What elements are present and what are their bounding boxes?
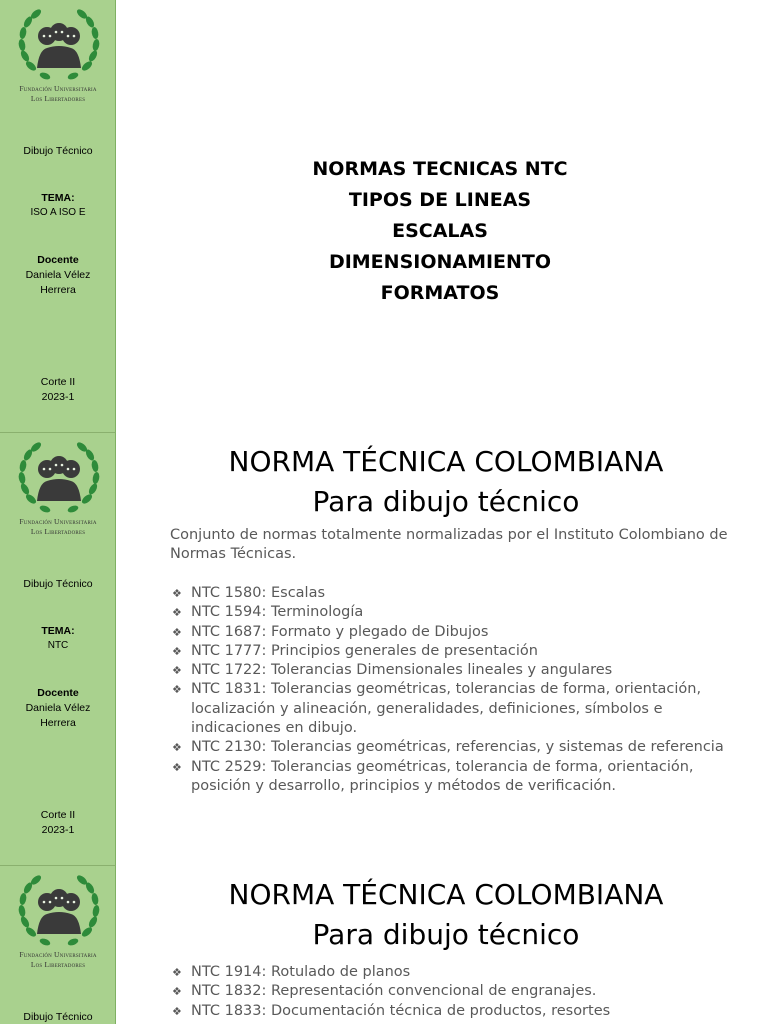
slide-title — [180, 154, 700, 309]
university-logo-icon — [17, 872, 101, 950]
list-item: ❖ NTC 1722: Tolerancias Dimensionales lineales y angulares — [170, 661, 740, 680]
slide-subheading: Para dibujo técnico — [312, 918, 580, 951]
sidebar — [0, 0, 116, 433]
slide-subheading: Para dibujo técnico — [312, 485, 580, 518]
institution-name: Fundación Universitaria Los Libertadores — [19, 950, 97, 969]
list-item: ❖ NTC 1580: Escalas — [170, 584, 740, 603]
list-item: ❖ NTC 1832: Representación convencional de engranajes. — [170, 982, 740, 1001]
list-item: ❖ NTC 1831: Tolerancias geométricas, tolerancias de forma, orientación, localización y alineación, generalidades, definiciones, símbolos e indicaciones en dibujo. — [170, 680, 740, 738]
list-item: ❖ NTC 1687: Formato y plegado de Dibujos — [170, 623, 740, 642]
tema-value: ISO A ISO E — [30, 207, 86, 218]
tema-label: TEMA: — [41, 192, 75, 204]
institution-name: Fundación Universitaria Los Libertadores — [19, 517, 97, 536]
title-line: FORMATOS — [380, 282, 500, 304]
sidebar — [0, 433, 116, 866]
intro-text: Conjunto de normas totalmente normalizadas por el Instituto Colombiano de Normas Técnicas. — [170, 527, 728, 563]
tema-label: TEMA: — [41, 625, 75, 637]
list-item: ❖ NTC 1594: Terminología — [170, 603, 740, 622]
list-item: ❖ NTC 1833: Documentación técnica de productos, resortes — [170, 1002, 740, 1021]
title-line: NORMAS TECNICAS NTC — [312, 158, 568, 180]
slide-3 — [0, 866, 768, 1024]
list-item: ❖ NTC 1777: Principios generales de presentación — [170, 642, 740, 661]
norms-list — [170, 584, 740, 796]
corte-label: Corte II — [40, 809, 76, 821]
institution-name: Fundación Universitaria Los Libertadores — [19, 84, 97, 103]
slide-2 — [0, 433, 768, 866]
title-line: TIPOS DE LINEAS — [348, 189, 532, 211]
university-logo-icon — [17, 439, 101, 517]
list-item: ❖ NTC 2130: Tolerancias geométricas, referencias, y sistemas de referencia — [170, 738, 740, 757]
docente-label: Docente — [37, 687, 79, 699]
docente-name: Daniela Vélez Herrera — [25, 269, 91, 296]
title-line: DIMENSIONAMIENTO — [328, 251, 552, 273]
norms-list — [170, 963, 740, 1021]
university-logo-icon — [17, 6, 101, 84]
list-item: ❖ NTC 2529: Tolerancias geométricas, tolerancia de forma, orientación, posición y desarrollo, principios y métodos de verificación. — [170, 758, 740, 797]
year-label: 2023-1 — [41, 391, 75, 403]
course-name: Dibujo Técnico — [23, 145, 93, 157]
list-item: ❖ NTC 1914: Rotulado de planos — [170, 963, 740, 982]
course-name: Dibujo Técnico — [23, 1011, 93, 1023]
slide-heading: NORMA TÉCNICA COLOMBIANA — [228, 445, 664, 478]
docente-label: Docente — [37, 254, 79, 266]
title-line: ESCALAS — [392, 220, 488, 242]
course-name: Dibujo Técnico — [23, 578, 93, 590]
tema-value: NTC — [47, 640, 69, 651]
slide-heading: NORMA TÉCNICA COLOMBIANA — [228, 878, 664, 911]
sidebar — [0, 866, 116, 1024]
corte-label: Corte II — [40, 376, 76, 388]
slide-1 — [0, 0, 768, 433]
docente-name: Daniela Vélez Herrera — [25, 702, 91, 729]
year-label: 2023-1 — [41, 824, 75, 836]
